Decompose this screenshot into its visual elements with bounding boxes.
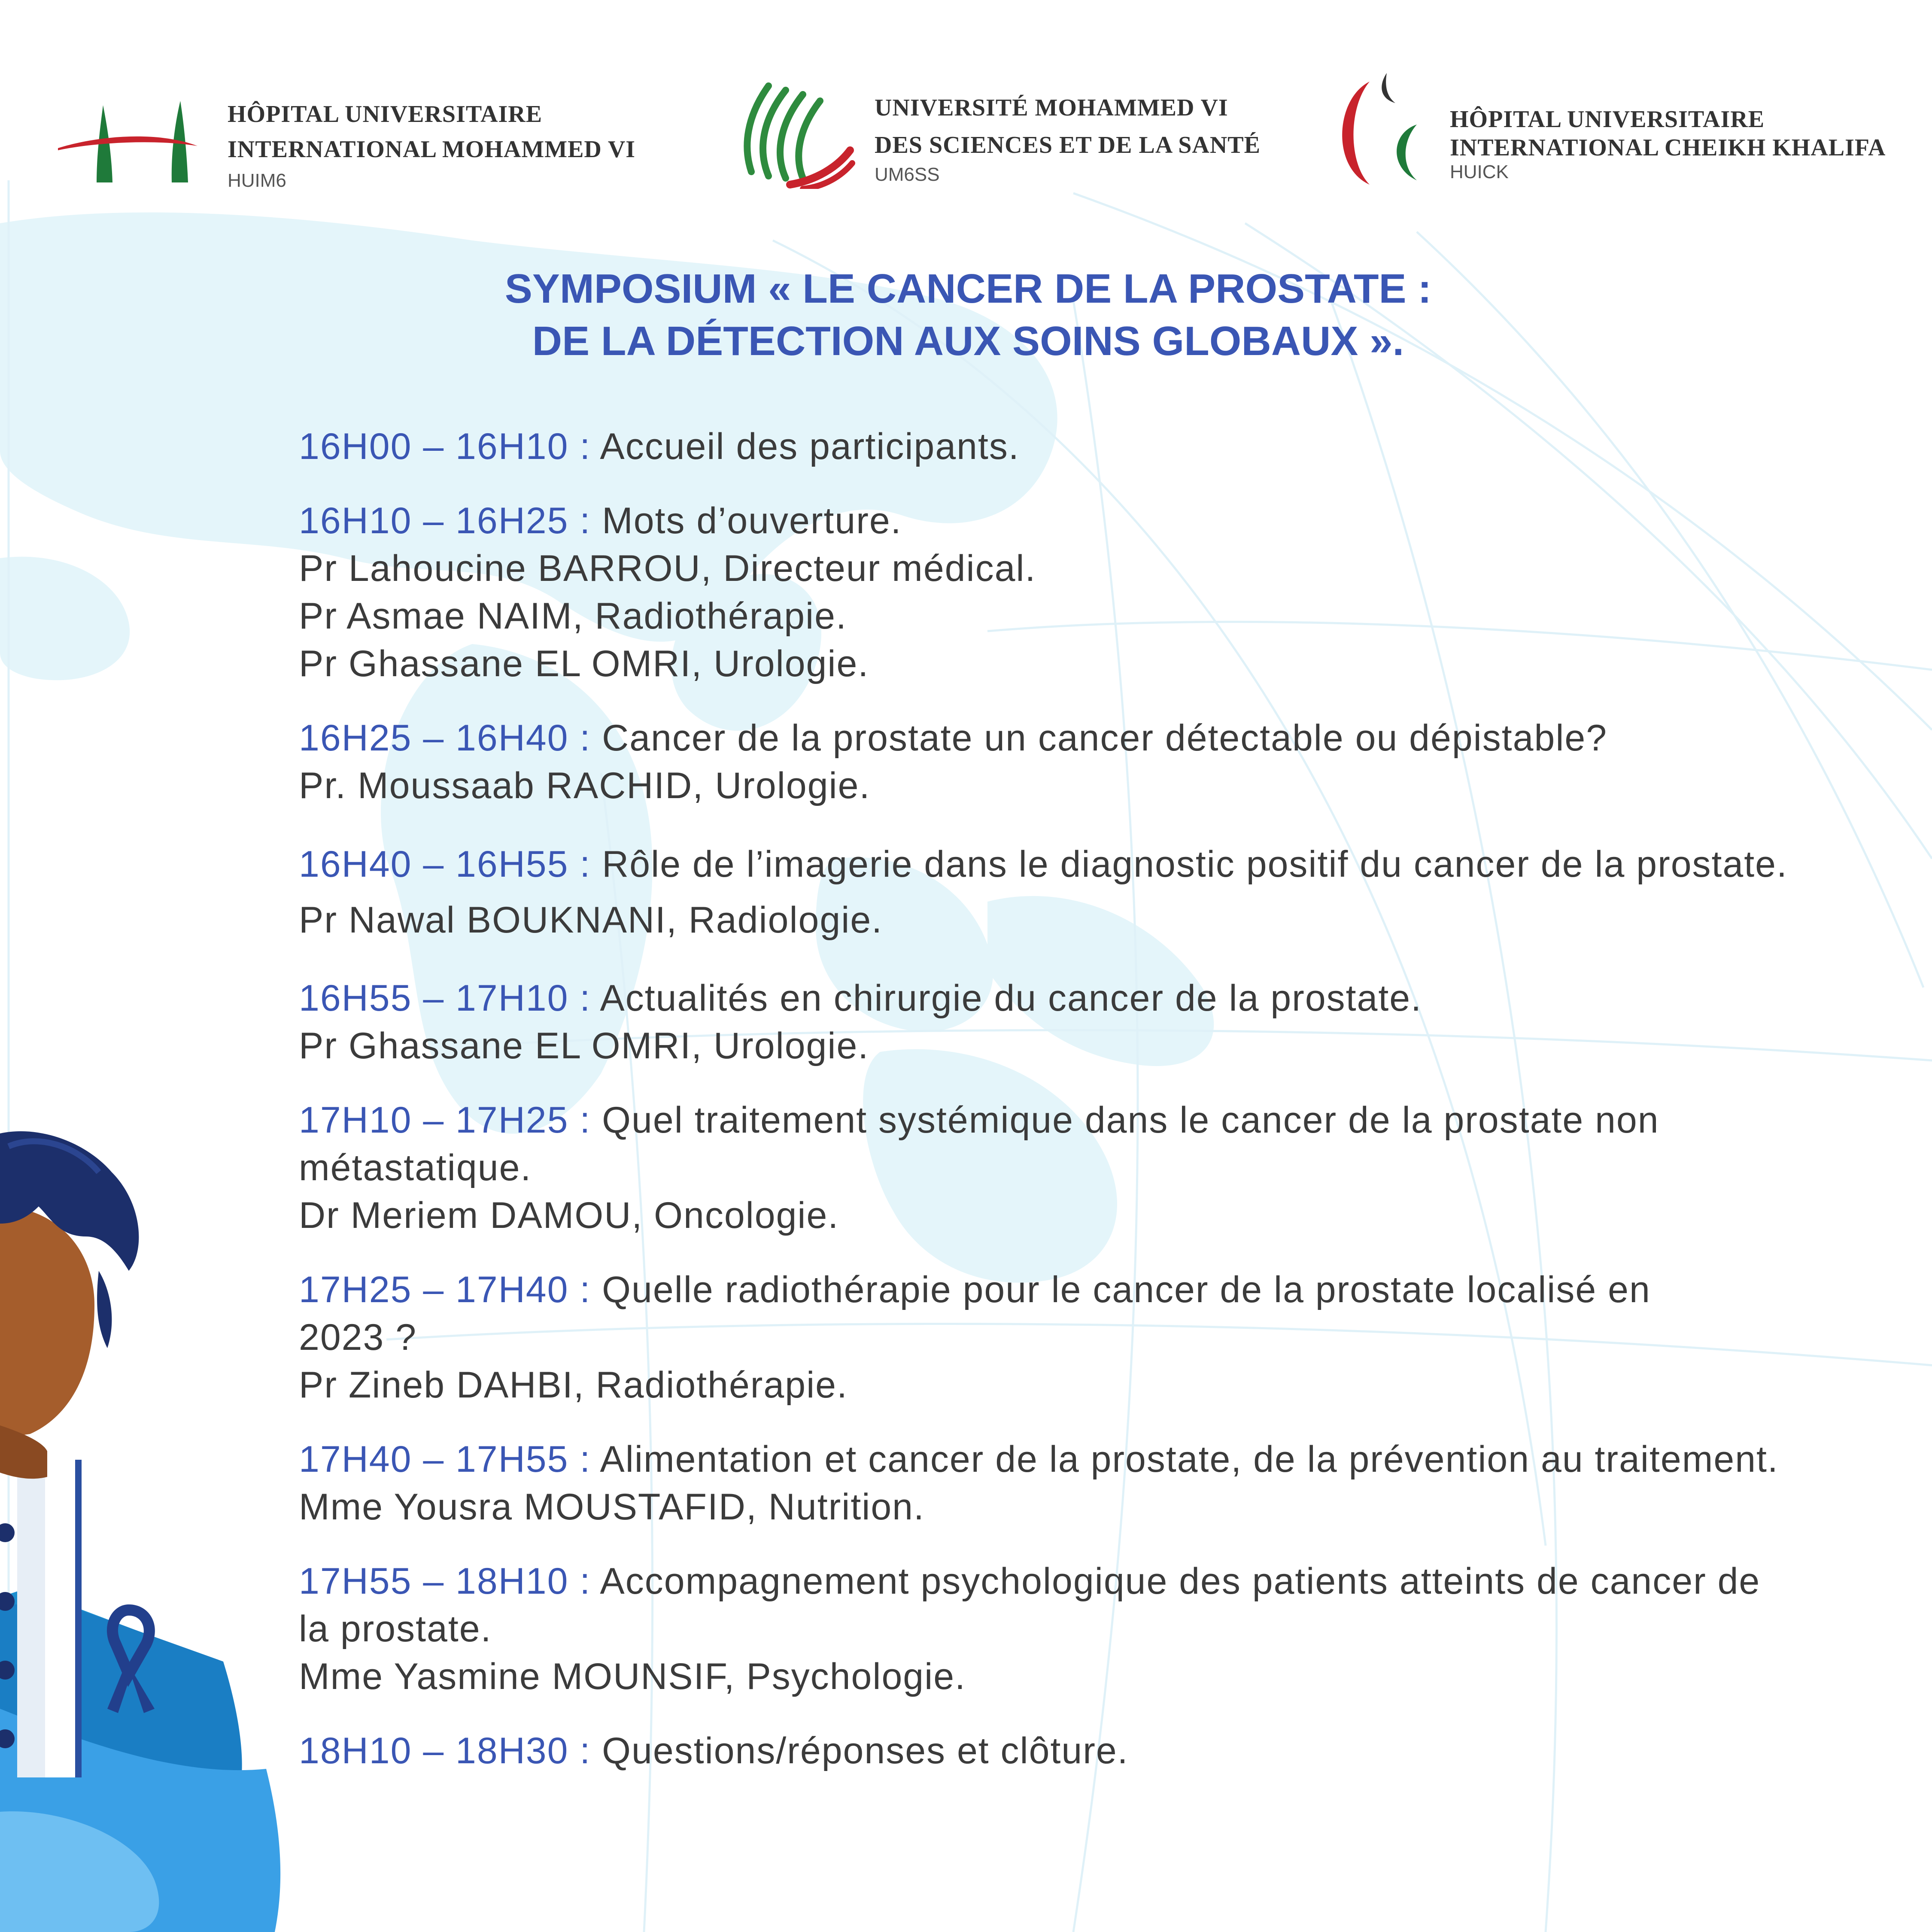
- um6ss-abbr: UM6SS: [875, 164, 940, 185]
- um6ss-name-line2: DES SCIENCES ET DE LA SANTÉ: [875, 132, 1261, 158]
- item-speaker: Pr. Moussaab RACHID, Urologie.: [299, 765, 871, 806]
- item-topic: Alimentation et cancer de la prostate, de la prévention au traitement.: [600, 1439, 1779, 1480]
- item-time: 17H25 – 17H40 :: [299, 1269, 591, 1310]
- huick-name-line2: INTERNATIONAL CHEIKH KHALIFA: [1450, 134, 1886, 161]
- huim6-name-line1: HÔPITAL UNIVERSITAIRE: [228, 101, 543, 128]
- item-speaker: Pr Zineb DAHBI, Radiothérapie.: [299, 1364, 848, 1406]
- title-line-2: DE LA DÉTECTION AUX SOINS GLOBAUX ».: [532, 318, 1404, 364]
- symposium-title: [296, 263, 1640, 368]
- item-time: 16H40 – 16H55 :: [299, 844, 591, 885]
- program-item: [299, 1436, 1793, 1531]
- program-list: [299, 423, 1913, 1801]
- program-item: [299, 423, 1913, 471]
- item-speaker: Pr Ghassane EL OMRI, Urologie.: [299, 1025, 869, 1066]
- doctor-illustration: [0, 1108, 326, 1932]
- huim6-abbr: HUIM6: [228, 170, 286, 191]
- item-topic: Quel traitement systémique dans le cancer de la prostate non métastatique.: [299, 1100, 1659, 1188]
- huick-emblem-icon: [1331, 69, 1430, 193]
- item-time: 17H55 – 18H10 :: [299, 1561, 591, 1602]
- huim6-logo: [56, 97, 657, 200]
- item-time: 17H40 – 17H55 :: [299, 1439, 591, 1480]
- program-item: [299, 1266, 1728, 1409]
- um6ss-logo: [738, 69, 1275, 189]
- item-time: 16H00 – 16H10 :: [299, 426, 591, 467]
- um6ss-name-line1: UNIVERSITÉ MOHAMMED VI: [875, 94, 1228, 121]
- huick-logo: [1331, 69, 1923, 193]
- item-speaker: Pr Ghassane EL OMRI, Urologie.: [299, 643, 869, 684]
- item-time: 17H10 – 17H25 :: [299, 1100, 591, 1141]
- program-item: [299, 497, 1913, 688]
- item-time: 16H10 – 16H25 :: [299, 500, 591, 541]
- huick-name-line1: HÔPITAL UNIVERSITAIRE: [1450, 106, 1765, 133]
- item-speaker: Pr Lahoucine BARROU, Directeur médical.: [299, 548, 1036, 589]
- item-time: 16H55 – 17H10 :: [299, 978, 591, 1019]
- item-topic: Rôle de l’imagerie dans le diagnostic positif du cancer de la prostate.: [602, 844, 1788, 885]
- huim6-emblem-icon: [56, 97, 197, 187]
- huim6-name-line2: INTERNATIONAL MOHAMMED VI: [228, 136, 636, 163]
- program-item: [299, 714, 1913, 810]
- item-speaker: Dr Meriem DAMOU, Oncologie.: [299, 1195, 839, 1236]
- item-speaker: Pr Nawal BOUKNANI, Radiologie.: [299, 899, 883, 941]
- item-topic: Mots d’ouverture.: [602, 500, 902, 541]
- item-speaker: Mme Yousra MOUSTAFID, Nutrition.: [299, 1486, 925, 1528]
- item-topic: Accueil des participants.: [600, 426, 1020, 467]
- item-topic: Quelle radiothérapie pour le cancer de la prostate localisé en 2023 ?: [299, 1269, 1651, 1358]
- item-topic: Accompagnement psychologique des patients atteints de cancer de la prostate.: [299, 1561, 1761, 1649]
- program-item: [299, 1727, 1913, 1775]
- huick-abbr: HUICK: [1450, 161, 1509, 182]
- item-topic: Questions/réponses et clôture.: [602, 1730, 1129, 1771]
- item-topic: Actualités en chirurgie du cancer de la prostate.: [600, 978, 1422, 1019]
- program-item: [299, 975, 1913, 1070]
- item-time: 18H10 – 18H30 :: [299, 1730, 591, 1771]
- title-line-1: SYMPOSIUM « LE CANCER DE LA PROSTATE :: [504, 266, 1432, 312]
- program-item: [299, 836, 1853, 948]
- item-speaker: Pr Asmae NAIM, Radiothérapie.: [299, 595, 847, 637]
- item-topic: Cancer de la prostate un cancer détectable ou dépistable?: [602, 717, 1608, 759]
- program-item: [299, 1558, 1793, 1701]
- program-item: [299, 1097, 1853, 1239]
- um6ss-emblem-icon: [738, 69, 859, 189]
- item-speaker: Mme Yasmine MOUNSIF, Psychologie.: [299, 1656, 966, 1697]
- item-time: 16H25 – 16H40 :: [299, 717, 591, 759]
